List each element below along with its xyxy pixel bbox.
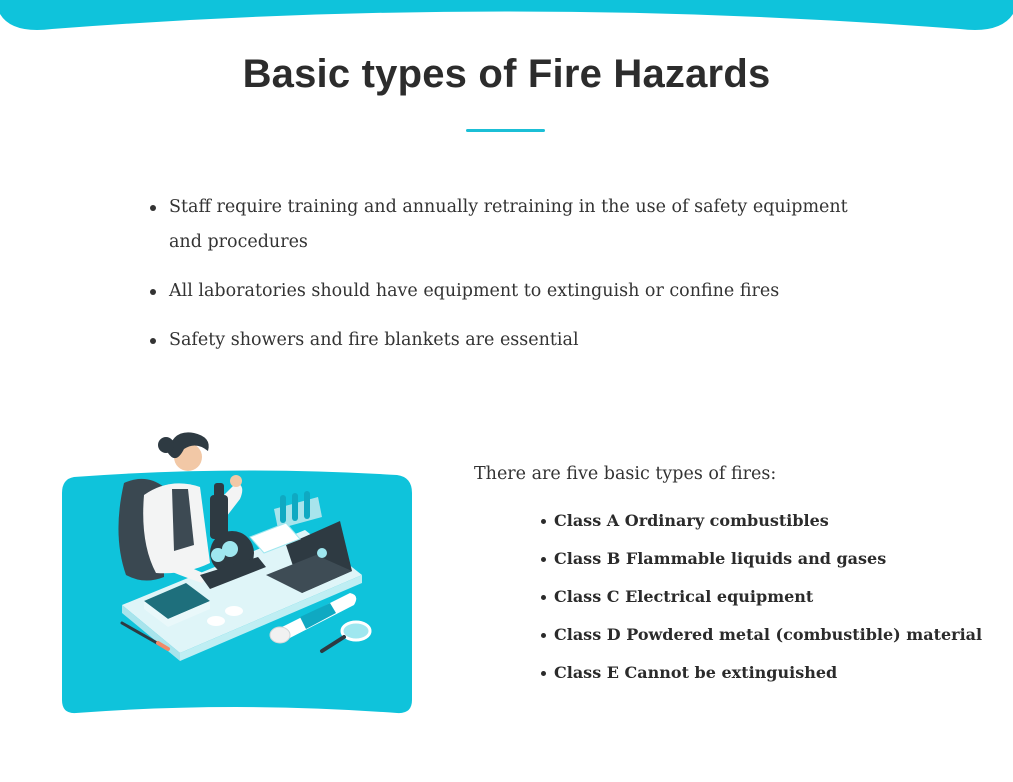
list-item: Class D Powdered metal (combustible) material xyxy=(540,621,1000,649)
title-divider xyxy=(466,129,545,132)
list-item: Class C Electrical equipment xyxy=(540,583,1000,611)
list-item: Class A Ordinary combustibles xyxy=(540,507,1000,535)
list-item: Safety showers and fire blankets are essential xyxy=(150,323,870,358)
list-item: Staff require training and annually retraining in the use of safety equipment and procedures xyxy=(150,190,870,260)
page-title: Basic types of Fire Hazards xyxy=(242,52,771,96)
list-item: Class B Flammable liquids and gases xyxy=(540,545,1000,573)
fire-types-intro: There are five basic types of fires: xyxy=(474,464,777,484)
list-item: Class E Cannot be extinguished xyxy=(540,659,1000,687)
scientist-microscope-illustration xyxy=(60,425,415,717)
safety-bullet-list xyxy=(150,190,870,372)
header-wave-banner xyxy=(0,0,1013,34)
fire-class-list xyxy=(540,507,1000,697)
list-item: All laboratories should have equipment to extinguish or confine fires xyxy=(150,274,870,309)
